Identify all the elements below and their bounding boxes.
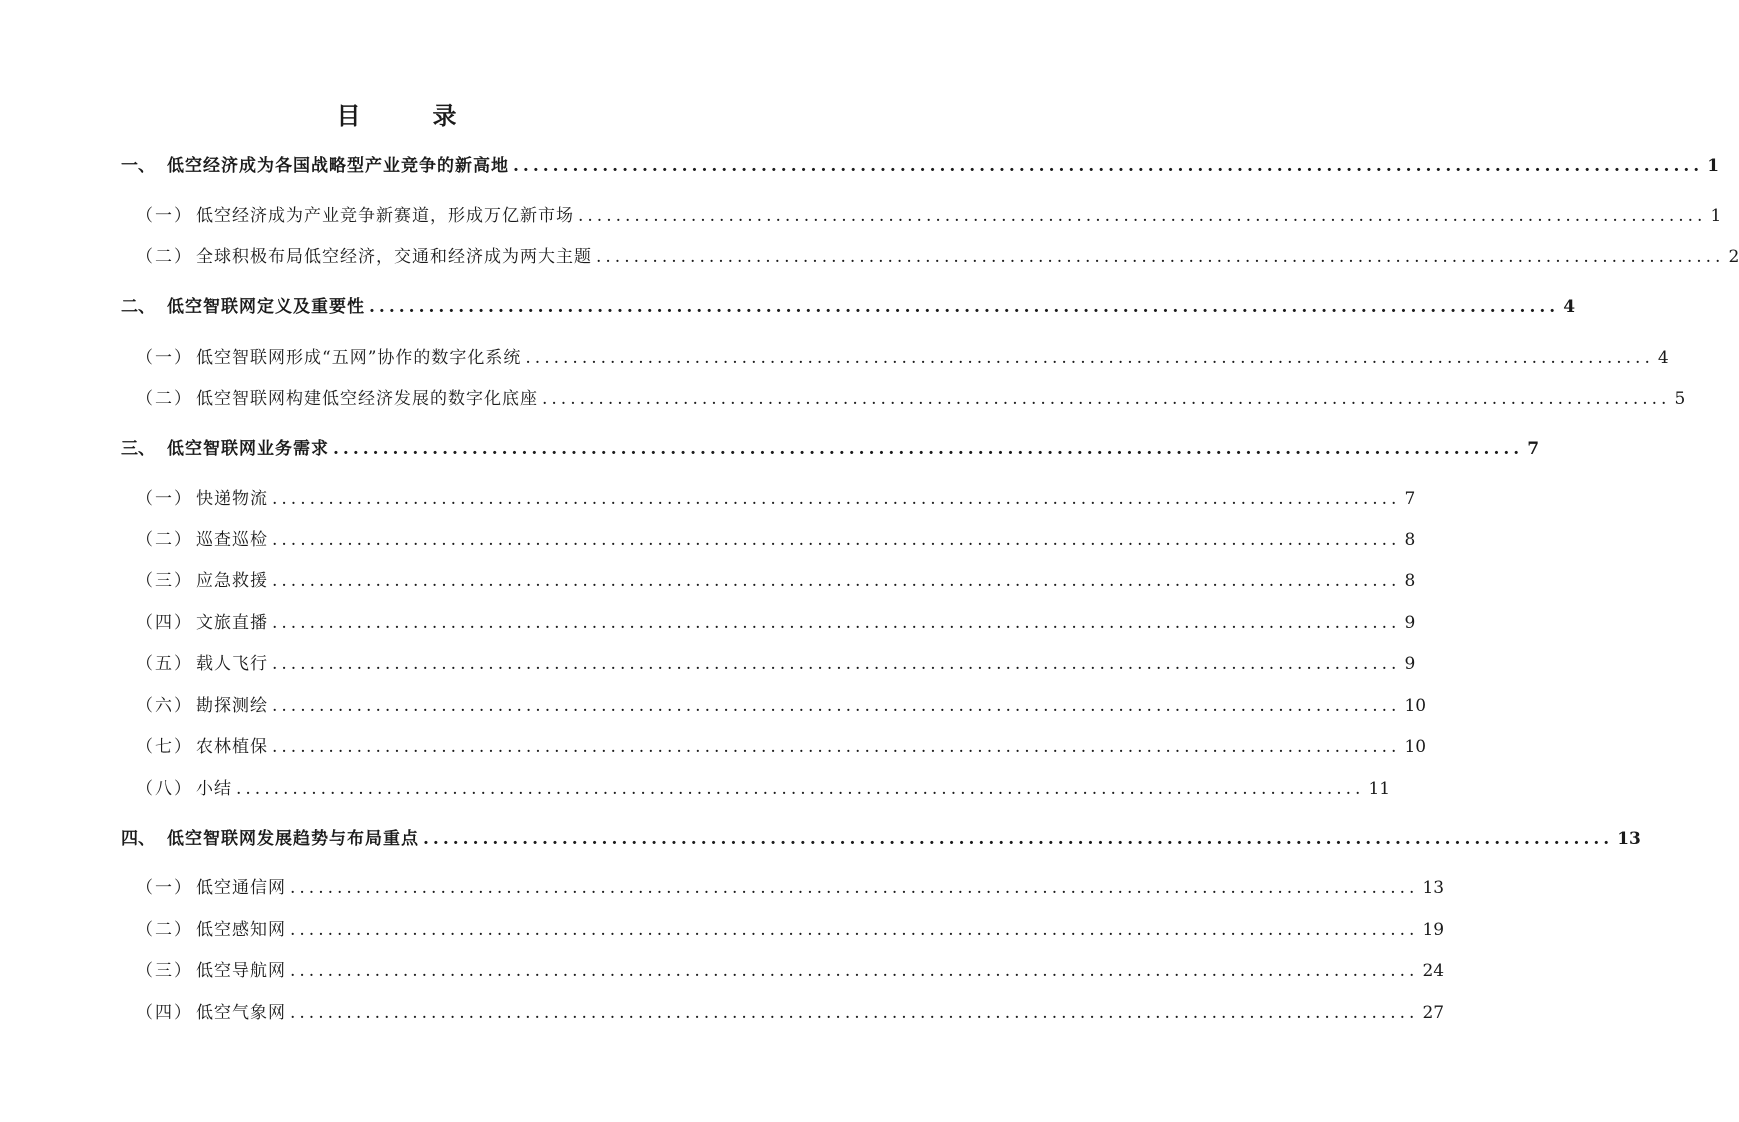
- toc-entry-title: 低空智联网定义及重要性: [167, 297, 365, 317]
- toc-entry-title: 勘探测绘: [196, 696, 268, 716]
- toc-page-number: 9: [1404, 654, 1416, 674]
- toc-entry-number: （二）: [136, 530, 193, 550]
- toc-page-number: 9: [1404, 613, 1416, 633]
- toc-section-entry[interactable]: [136, 610, 1416, 636]
- toc-section-entry[interactable]: [136, 693, 1427, 719]
- toc-page-number: 5: [1674, 389, 1686, 409]
- toc-section-entry[interactable]: [136, 203, 1722, 229]
- toc-page-number: 4: [1563, 297, 1576, 317]
- toc-dot-leader: ........................................................................................................................: [290, 1003, 1419, 1023]
- toc-entry-title: 低空气象网: [196, 1003, 286, 1023]
- toc-page-number: 1: [1710, 206, 1722, 226]
- toc-entry-number: （二）: [136, 389, 193, 409]
- toc-dot-leader: ........................................................................................................................: [272, 489, 1401, 509]
- toc-dot-leader: ........................................................................................................................: [333, 439, 1524, 459]
- toc-chapter-entry[interactable]: [121, 294, 1576, 320]
- toc-entry-title: 农林植保: [196, 737, 268, 757]
- toc-entry-number: （二）: [136, 247, 193, 267]
- toc-entry-title: 文旅直播: [196, 613, 268, 633]
- toc-dot-leader: ........................................................................................................................: [272, 571, 1401, 591]
- toc-dot-leader: ........................................................................................................................: [596, 247, 1725, 267]
- toc-section-entry[interactable]: [136, 386, 1686, 412]
- toc-entry-title: 全球积极布局低空经济，交通和经济成为两大主题: [196, 247, 592, 267]
- toc-entry-number: 四、: [121, 829, 155, 849]
- toc-section-entry[interactable]: [136, 568, 1416, 594]
- toc-entry-number: 二、: [121, 297, 155, 317]
- toc-page-number: 2: [1728, 247, 1739, 267]
- toc-entry-number: （四）: [136, 613, 193, 633]
- toc-entry-number: （一）: [136, 878, 193, 898]
- toc-dot-leader: ........................................................................................................................: [272, 696, 1401, 716]
- toc-section-entry[interactable]: [136, 958, 1445, 984]
- toc-page-number: 8: [1404, 571, 1416, 591]
- toc-entry-number: （一）: [136, 206, 193, 226]
- toc-dot-leader: ........................................................................................................................: [423, 829, 1614, 849]
- toc-page-number: 7: [1527, 439, 1540, 459]
- toc-page-number: 7: [1404, 489, 1416, 509]
- toc-entry-number: （八）: [136, 779, 193, 799]
- toc-section-entry[interactable]: [136, 1000, 1445, 1026]
- toc-entry-title: 快递物流: [196, 489, 268, 509]
- toc-section-entry[interactable]: [136, 651, 1416, 677]
- toc-section-entry[interactable]: [136, 244, 1739, 270]
- toc-chapter-entry[interactable]: [121, 826, 1641, 852]
- toc-page-number: 24: [1422, 961, 1445, 981]
- toc-page-number: 19: [1422, 920, 1445, 940]
- toc-entry-title: 巡查巡检: [196, 530, 268, 550]
- toc-entry-number: （四）: [136, 1003, 193, 1023]
- toc-page-number: 27: [1422, 1003, 1445, 1023]
- toc-entry-title: 载人飞行: [196, 654, 268, 674]
- toc-page-number: 11: [1368, 779, 1391, 799]
- toc-section-entry[interactable]: [136, 734, 1427, 760]
- toc-dot-leader: ........................................................................................................................: [525, 348, 1654, 368]
- toc-section-entry[interactable]: [136, 917, 1445, 943]
- toc-page-number: 1: [1707, 156, 1720, 176]
- toc-page-number: 10: [1404, 737, 1427, 757]
- toc-chapter-entry[interactable]: [121, 436, 1540, 462]
- toc-dot-leader: ........................................................................................................................: [578, 206, 1707, 226]
- toc-dot-leader: ........................................................................................................................: [272, 613, 1401, 633]
- toc-section-entry[interactable]: [136, 875, 1445, 901]
- toc-entry-number: （六）: [136, 696, 193, 716]
- toc-section-entry[interactable]: [136, 486, 1416, 512]
- toc-entry-title: 低空智联网形成“五网”协作的数字化系统: [196, 348, 522, 368]
- toc-dot-leader: ........................................................................................................................: [290, 961, 1419, 981]
- toc-entry-number: 一、: [121, 156, 155, 176]
- toc-entry-title: 低空感知网: [196, 920, 286, 940]
- toc-entry-title: 低空智联网发展趋势与布局重点: [167, 829, 419, 849]
- toc-section-entry[interactable]: [136, 345, 1669, 371]
- toc-entry-number: （一）: [136, 348, 193, 368]
- toc-entry-number: （五）: [136, 654, 193, 674]
- toc-page-number: 4: [1657, 348, 1669, 368]
- toc-entry-title: 低空智联网构建低空经济发展的数字化底座: [196, 389, 538, 409]
- toc-dot-leader: ........................................................................................................................: [272, 530, 1401, 550]
- toc-dot-leader: ........................................................................................................................: [290, 878, 1419, 898]
- toc-page-number: 13: [1422, 878, 1445, 898]
- toc-entry-number: （三）: [136, 571, 193, 591]
- toc-entry-number: 三、: [121, 439, 155, 459]
- toc-dot-leader: ........................................................................................................................: [272, 737, 1401, 757]
- toc-page-number: 10: [1404, 696, 1427, 716]
- toc-chapter-entry[interactable]: [121, 153, 1720, 179]
- toc-entry-number: （三）: [136, 961, 193, 981]
- toc-dot-leader: ........................................................................................................................: [542, 389, 1671, 409]
- toc-entry-number: （一）: [136, 489, 193, 509]
- toc-entry-title: 低空智联网业务需求: [167, 439, 329, 459]
- toc-entry-title: 低空导航网: [196, 961, 286, 981]
- toc-entry-number: （七）: [136, 737, 193, 757]
- toc-entry-number: （二）: [136, 920, 193, 940]
- toc-dot-leader: ........................................................................................................................: [513, 156, 1704, 176]
- toc-dot-leader: ........................................................................................................................: [272, 654, 1401, 674]
- toc-entry-title: 应急救援: [196, 571, 268, 591]
- toc-dot-leader: ........................................................................................................................: [236, 779, 1365, 799]
- toc-entry-title: 低空经济成为产业竞争新赛道，形成万亿新市场: [196, 206, 574, 226]
- toc-entry-title: 低空通信网: [196, 878, 286, 898]
- toc-dot-leader: ........................................................................................................................: [369, 297, 1560, 317]
- toc-entry-title: 小结: [196, 779, 232, 799]
- toc-page-number: 13: [1617, 829, 1641, 849]
- page-title: 目 录: [336, 101, 481, 130]
- toc-section-entry[interactable]: [136, 527, 1416, 553]
- toc-section-entry[interactable]: [136, 776, 1391, 802]
- toc-page-number: 8: [1404, 530, 1416, 550]
- toc-entry-title: 低空经济成为各国战略型产业竞争的新高地: [167, 156, 509, 176]
- toc-dot-leader: ........................................................................................................................: [290, 920, 1419, 940]
